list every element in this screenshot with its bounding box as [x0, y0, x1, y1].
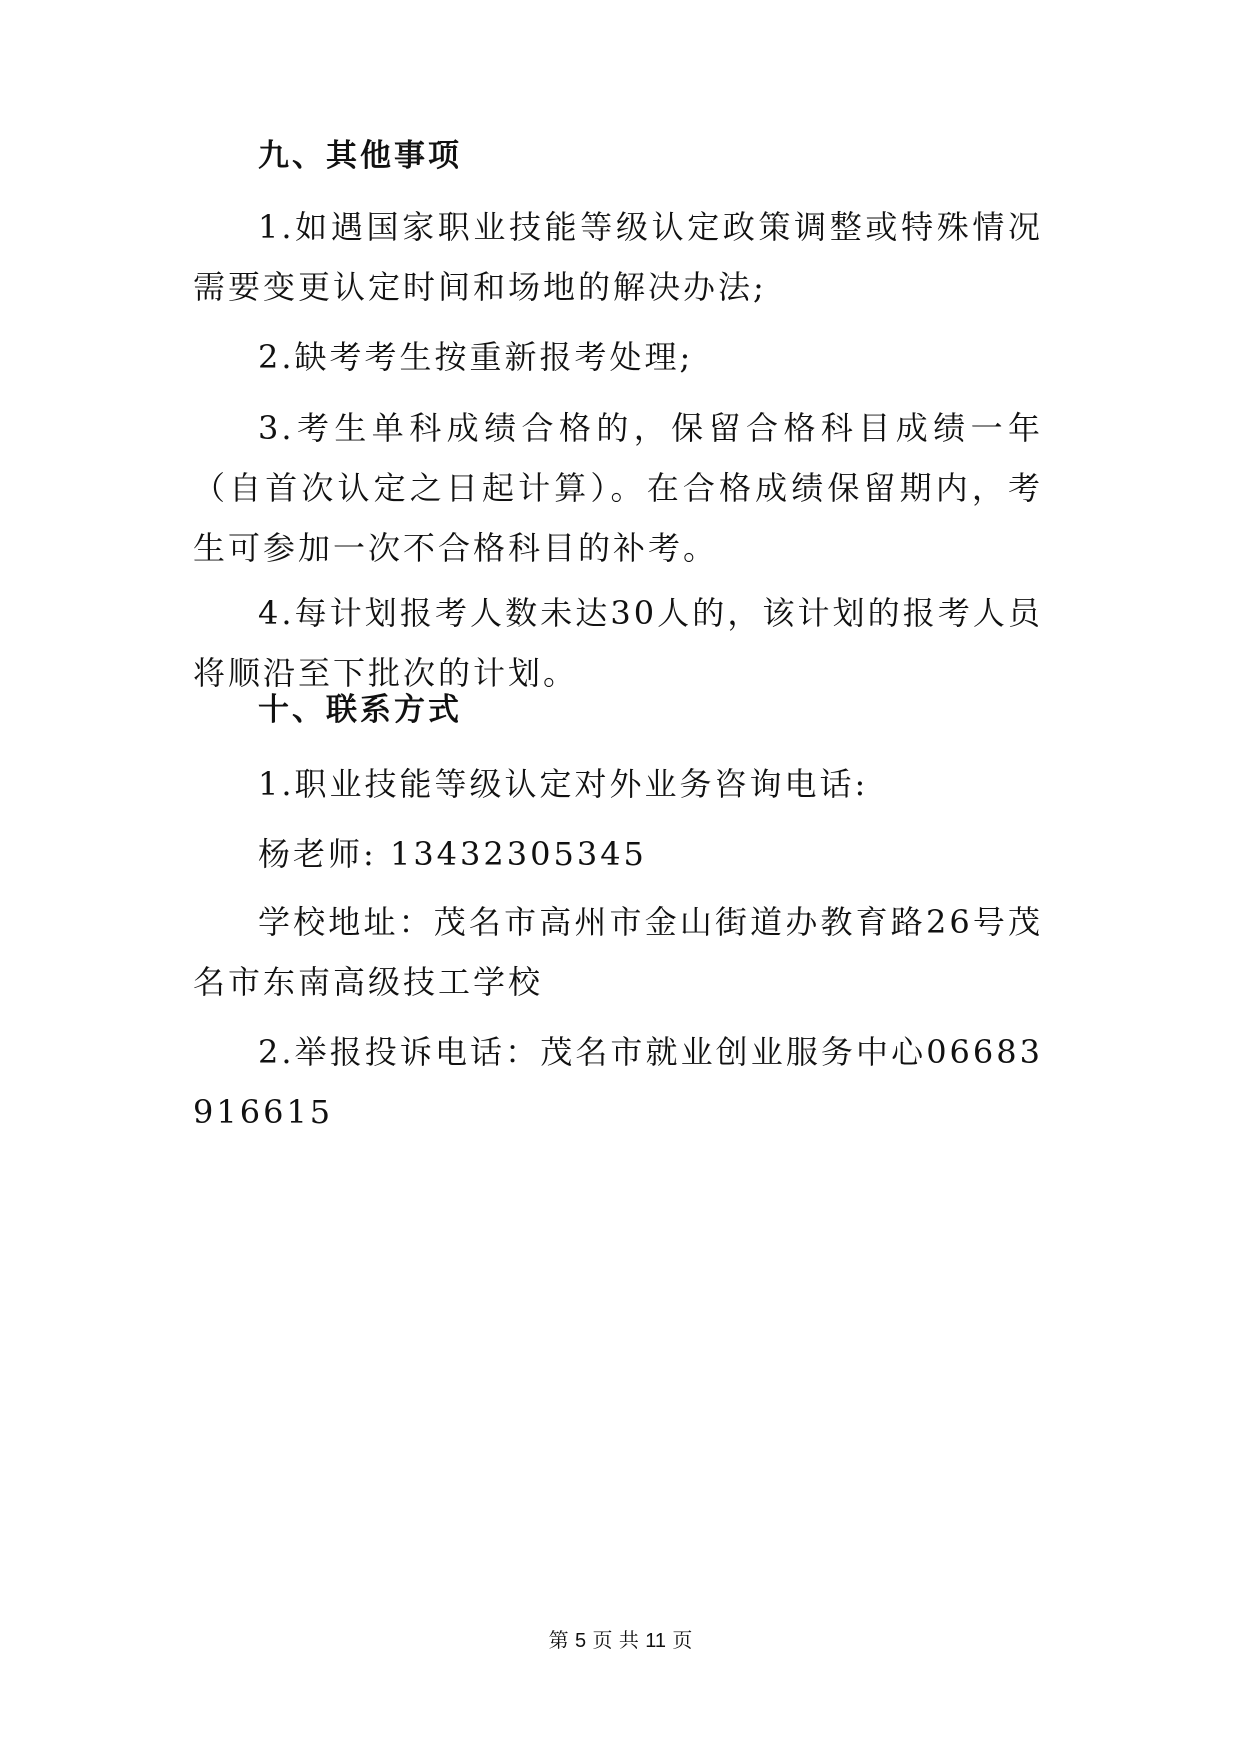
footer-total-pages: 11	[645, 1630, 666, 1652]
section-9-item-1: 1.如遇国家职业技能等级认定政策调整或特殊情况需要变更认定时间和场地的解决办法;	[193, 208, 1043, 306]
footer-suffix: 页	[672, 1628, 693, 1652]
school-address: 学校地址：茂名市高州市金山街道办教育路26号茂名市东南高级技工学校	[193, 903, 1043, 1001]
section-9-item-2: 2.缺考考生按重新报考处理;	[258, 338, 694, 376]
section-9-item-3: 3.考生单科成绩合格的，保留合格科目成绩一年（自首次认定之日起计算）。在合格成绩保留期内，考生可参加一次不合格科目的补考。	[193, 409, 1043, 567]
section-10-heading: 十、联系方式	[258, 692, 462, 728]
contact-teacher: 杨老师: 13432305345	[258, 835, 647, 873]
section-10-item-2: 2.举报投诉电话：茂名市就业创业服务中心06683916615	[193, 1033, 1043, 1131]
footer-page-number: 5	[575, 1630, 587, 1652]
footer-middle: 页 共	[592, 1628, 639, 1652]
section-10-item-1: 1.职业技能等级认定对外业务咨询电话:	[258, 765, 869, 803]
footer-prefix: 第	[548, 1628, 569, 1652]
section-9-heading: 九、其他事项	[258, 138, 462, 174]
section-9-item-4: 4.每计划报考人数未达30人的，该计划的报考人员将顺沿至下批次的计划。	[193, 594, 1043, 692]
page-footer	[0, 1628, 1241, 1653]
